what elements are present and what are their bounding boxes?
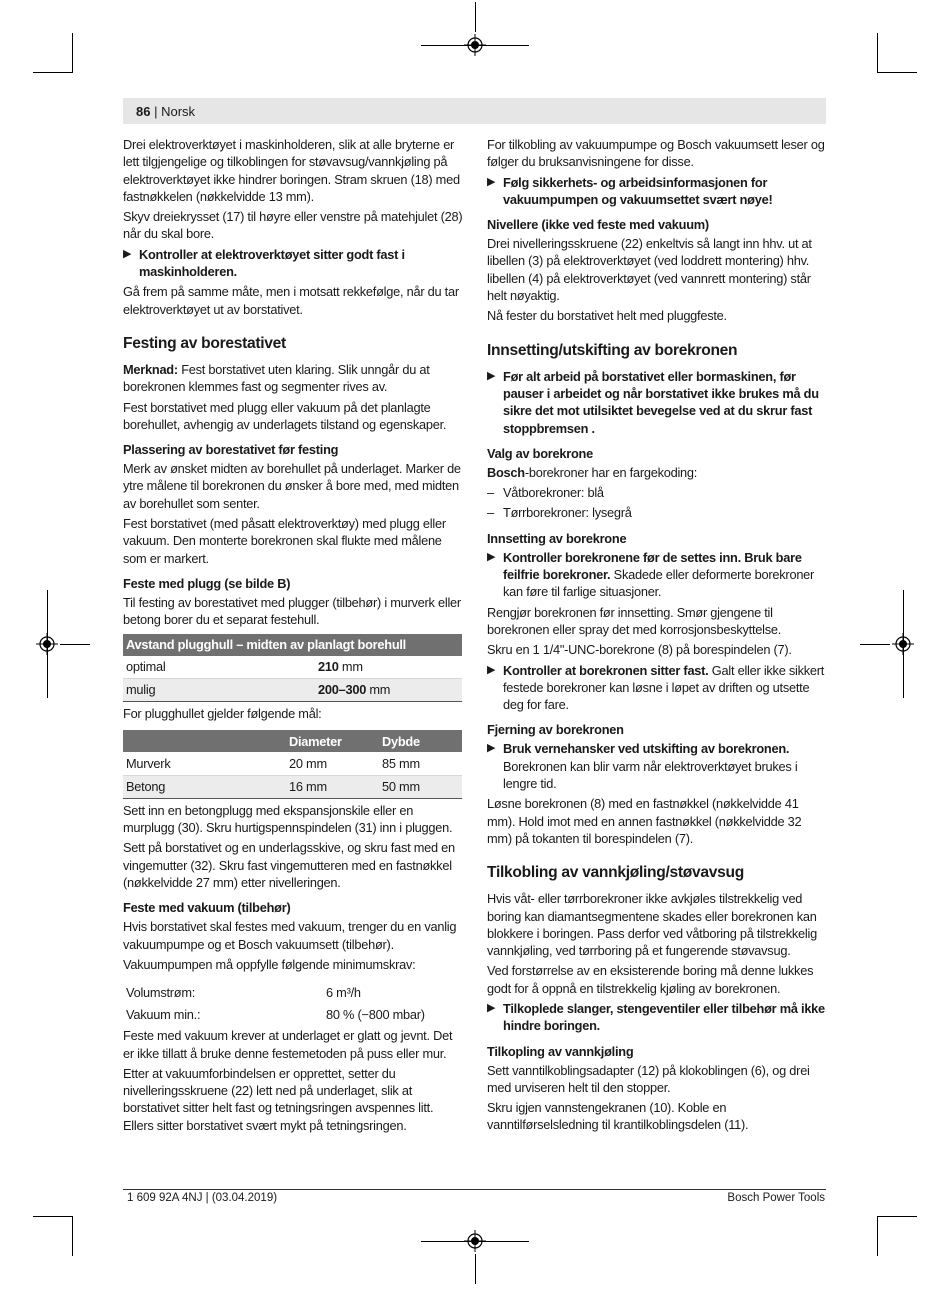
page-header [123,98,826,124]
subsection-heading: Valg av borekrone [487,445,593,461]
right-column [487,136,825,1137]
table-row: mulig 200–300 mm [123,679,462,702]
section-heading: Tilkobling av vannkjøling/støvavsug [487,864,744,882]
page-language: Norsk [161,104,196,119]
subsection-heading: Fjerning av borekronen [487,722,624,738]
page-header-text: 86 | Norsk [136,104,196,119]
bullet-item: ▶ Kontroller at elektroverktøyet sitter godt fast i maskinholderen. [123,246,405,280]
paragraph: Rengjør borekronen før innsetting. Smør gjengene til borekronen eller spray det med korrosjonsbeskyttelse. [487,604,782,637]
paragraph: Skru en 1 1/4"-UNC-borekrone (8) på borespindelen (7). [487,642,792,658]
crop-mark [47,590,48,698]
paragraph: Ved forstørrelse av en eksisterende boring må denne lukkes godt for å oppnå en tilstrekkelig kjøling av borekronen. [487,963,814,996]
table-header-row: Diameter Dybde [123,730,462,752]
table-row: optimal 210 mm [123,656,462,679]
paragraph: Nå fester du borstativet helt med pluggfeste. [487,308,727,324]
left-column [123,136,463,1137]
crop-mark [475,2,476,32]
paragraph: Vakuumpumpen må oppfylle følgende minimumskrav: [123,956,416,972]
paragraph: Hvis borstativet skal festes med vakuum, trenger du en vanlig vakuumpumpe og et Bosch vakuumsett (tilbehør). [123,919,457,952]
bullet-item: ▶ Bruk vernehansker ved utskifting av borekronen. Borekronen kan blir varm når elektroverktøyet brukes i lengre tid. [487,741,798,792]
table-header: Avstand plugghull – midten av planlagt borehull [123,634,462,656]
paragraph: Gå frem på samme måte, men i motsatt rekkefølge, når du tar elektroverktøyet ut av borstativet. [123,284,459,317]
paragraph: Skru igjen vannstengekranen (10). Koble en vanntilførselsledning til krantilkoblingsdelen (11). [487,1100,749,1133]
paragraph: Feste med vakuum krever at underlaget er glatt og jevnt. Det er ikke tillatt å bruke denne festemetoden på puss eller mur. [123,1028,453,1061]
subsection-heading: Feste med vakuum (tilbehør) [123,900,291,916]
paragraph: Etter at vakuumforbindelsen er opprettet, setter du nivelleringsskruene (22) lett ned på underlaget, slik at borstativet sitter helt fast og tetningsringen avspennes litt. Ellers sitter borstativet svært mykt på tetningsringen. [123,1065,434,1133]
paragraph: For tilkobling av vakuumpumpe og Bosch vakuumsett leser og følger du bruksanvisningene for disse. [487,137,825,170]
table-row: Murverk 20 mm 85 mm [123,752,462,775]
paragraph: Sett inn en betongplugg med ekspansjonskile eller en murplugg (30). Skru hurtigspennspindelen (31) inn i pluggen. [123,802,453,836]
paragraph: For plugghullet gjelder følgende mål: [123,706,322,722]
paragraph: Skyv dreiekrysset (17) til høyre eller venstre på matehjulet (28) når du skal bore. [123,209,463,242]
paragraph: Sett på borstativet og en underlagsskive, og skru fast med en vingemutter (32). Skru fast vingemutteren med en fastnøkkel (nøkkelvidde 27 mm) etter nivelleringen. [123,840,455,891]
crop-mark [33,72,73,73]
crop-mark [60,644,90,645]
plug-distance-table [123,634,462,703]
crop-mark [72,33,73,73]
paragraph: Til festing av borestativet med plugger (tilbehør) i murverk eller betong borer du et separat festehull. [123,594,461,628]
triangle-right-icon: ▶ [487,550,496,563]
crop-mark [903,590,904,698]
crop-mark [877,72,917,73]
paragraph: Hvis våt- eller tørrborekroner ikke avkjøles tilstrekkelig ved boring kan diamantsegmentene skades eller borekronen kan blokkere i boringen. Pass derfor ved våtboring på tilstrekkelig vannkjøling, ved tørrboring på et fungerende støvavsug. [487,891,817,959]
paragraph: Drei elektroverktøyet i maskinholderen, slik at alle bryterne er lett tilgjengelige og tilkoblingen for støvavsug/vannkjøling på elektroverktøyet ikke hindrer boringen. Stram skruen (18) med fastnøkkelen (nøkkelvidde 13 mm). [123,137,460,204]
table-row: Vakuum min.: 80 % (−800 mbar) [126,1006,425,1022]
page-number: 86 [136,104,151,119]
bullet-item: ▶ Tilkoplede slanger, stengeventiler eller tilbehør må ikke hindre boringen. [487,1000,825,1034]
paragraph: Fest borstativet (med påsatt elektroverktøy) med plugg eller vakuum. Den monterte borekronen skal flukte med målene som er markert. [123,516,446,566]
paragraph: Bosch-borekroner har en fargekoding: [487,464,698,480]
list-item: – Våtborekroner: blå [487,485,604,501]
footer-divider [123,1189,826,1190]
crop-mark [877,1216,878,1256]
triangle-right-icon: ▶ [487,175,496,188]
table-row: Betong 16 mm 50 mm [123,775,462,798]
paragraph: Merk av ønsket midten av borehullet på underlaget. Marker de ytre målene til borekronen du ønsker å bore med, med midten av borehullet som senter. [123,461,461,511]
table-row: Volumstrøm: 6 m³/h [126,984,361,1000]
subsection-heading: Nivellere (ikke ved feste med vakuum) [487,217,709,233]
crop-mark [877,1216,917,1217]
bullet-item: ▶ Kontroller at borekronen sitter fast. Galt eller ikke sikkert festede borekroner kan løsne i løpet av driften og utsette deg for fare. [487,662,825,713]
section-heading: Innsetting/utskifting av borekronen [487,341,738,359]
triangle-right-icon: ▶ [123,247,132,260]
vacuum-requirements-table [123,981,462,1025]
bullet-item: ▶ Kontroller borekronene før de settes inn. Bruk bare feilfrie borekroner. Skadede eller deformerte borekroner kan føre til farlige situasjoner. [487,549,815,600]
crop-mark [72,1216,73,1256]
crop-mark [860,644,890,645]
list-item: – Tørrborekroner: lysegrå [487,505,632,521]
subsection-heading: Tilkopling av vannkjøling [487,1043,634,1059]
crop-mark [475,1254,476,1284]
paragraph: Løsne borekronen (8) med en fastnøkkel (nøkkelvidde 41 mm). Hold imot med en annen fastnøkkel (nøkkelvidde 32 mm) på tokanten til borespindelen (7). [487,796,802,846]
note-paragraph: Merknad: Fest borstativet uten klaring. Slik unngår du at borekronen klemmes fast og segmenter rives av. [123,361,430,395]
crop-mark [421,1241,529,1242]
section-heading: Festing av borestativet [123,334,286,352]
bullet-item: ▶ Før alt arbeid på borstativet eller bormaskinen, før pauser i arbeidet og når borstativet ikke brukes må du sikre det mot utilsiktet bevegelse ved at du skrur fast stoppbremsen . [487,368,819,436]
triangle-right-icon: ▶ [487,1001,496,1014]
triangle-right-icon: ▶ [487,369,496,382]
subsection-heading: Plassering av borestativet før festing [123,442,339,458]
triangle-right-icon: ▶ [487,742,496,755]
crop-mark [877,33,878,73]
paragraph: Drei nivelleringsskruene (22) enkeltvis så langt inn hhv. ut at libellen (3) på elektroverktøyet (ved loddrett montering) hhv. libellen (4) på elektroverktøyet (ved vannrett montering) står helt nøyaktig. [487,236,812,304]
crop-mark [33,1216,73,1217]
subsection-heading: Feste med plugg (se bilde B) [123,575,291,591]
triangle-right-icon: ▶ [487,663,496,676]
paragraph: Fest borstativet med plugg eller vakuum på det planlagte borehullet, avhengig av underlagets tilstand og egenskaper. [123,399,447,432]
subsection-heading: Innsetting av borekrone [487,530,627,546]
bullet-item: ▶ Følg sikkerhets- og arbeidsinformasjonen for vakuumpumpen og vakuumsettet svært nøye! [487,174,773,207]
footer-document-id: 1 609 92A 4NJ | (03.04.2019) [127,1192,278,1204]
paragraph: Sett vanntilkoblingsadapter (12) på klokoblingen (6), og drei med urviseren helt til den stopper. [487,1062,810,1095]
footer-brand: Bosch Power Tools [727,1192,825,1204]
crop-mark [421,45,529,46]
plug-hole-table [123,730,462,799]
